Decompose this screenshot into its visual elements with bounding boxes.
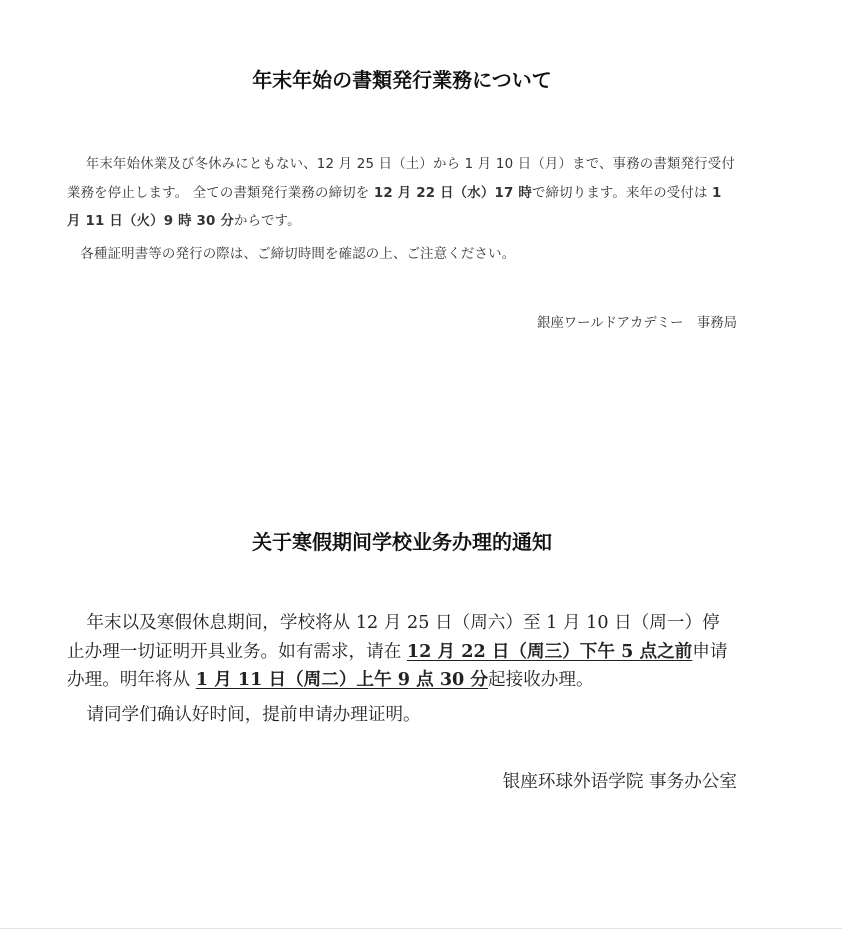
chinese-para1-text-b: 申请办理。明年将从	[67, 641, 728, 690]
japanese-para1-text-c: からです。	[234, 214, 301, 229]
chinese-notice-paragraph-2: 请同学们确认好时间，提前申请办理证明。	[86, 704, 421, 725]
page-bottom-divider	[0, 928, 842, 929]
japanese-notice-paragraph-1	[67, 151, 737, 237]
japanese-deadline-text: 12 月 22 日（水）17 時	[373, 185, 532, 201]
chinese-notice-title: 关于寒假期间学校业务办理的通知	[252, 530, 552, 554]
chinese-notice	[67, 524, 737, 796]
chinese-notice-paragraph-1	[67, 609, 737, 695]
japanese-para1-text-a: 年末年始休業及び冬休みにともない、12 月 25 日（土）から 1 月 10 日（月）まで、事務の書類発行受付業務を停止します。 全ての書類発行業務の締切を	[67, 157, 735, 201]
chinese-deadline-text: 12 月 22 日（周三）下午 5 点之前	[406, 640, 693, 662]
chinese-para1-text-c: 起接收办理。	[488, 670, 594, 690]
chinese-para1-text-a: 年末以及寒假休息期间，学校将从 12 月 25 日（周六）至 1 月 10 日（周一）停止办理一切证明开具业务。如有需求，请在	[67, 613, 720, 662]
chinese-notice-signature: 银座环球外语学院 事务办公室	[502, 772, 737, 792]
japanese-notice	[67, 62, 737, 338]
japanese-restart-text: 1 月 11 日（火）9 時 30 分	[67, 185, 722, 229]
chinese-restart-text: 1 月 11 日（周二）上午 9 点 30 分	[195, 669, 489, 690]
japanese-notice-paragraph-2: 各種証明書等の発行の際は、ご締切時間を確認の上、ご注意ください。	[80, 246, 516, 262]
japanese-para1-text-b: で締切ります。来年の受付は	[531, 185, 713, 201]
japanese-notice-title: 年末年始の書類発行業務について	[252, 68, 552, 92]
japanese-notice-signature: 銀座ワールドアカデミー 事務局	[536, 316, 737, 331]
